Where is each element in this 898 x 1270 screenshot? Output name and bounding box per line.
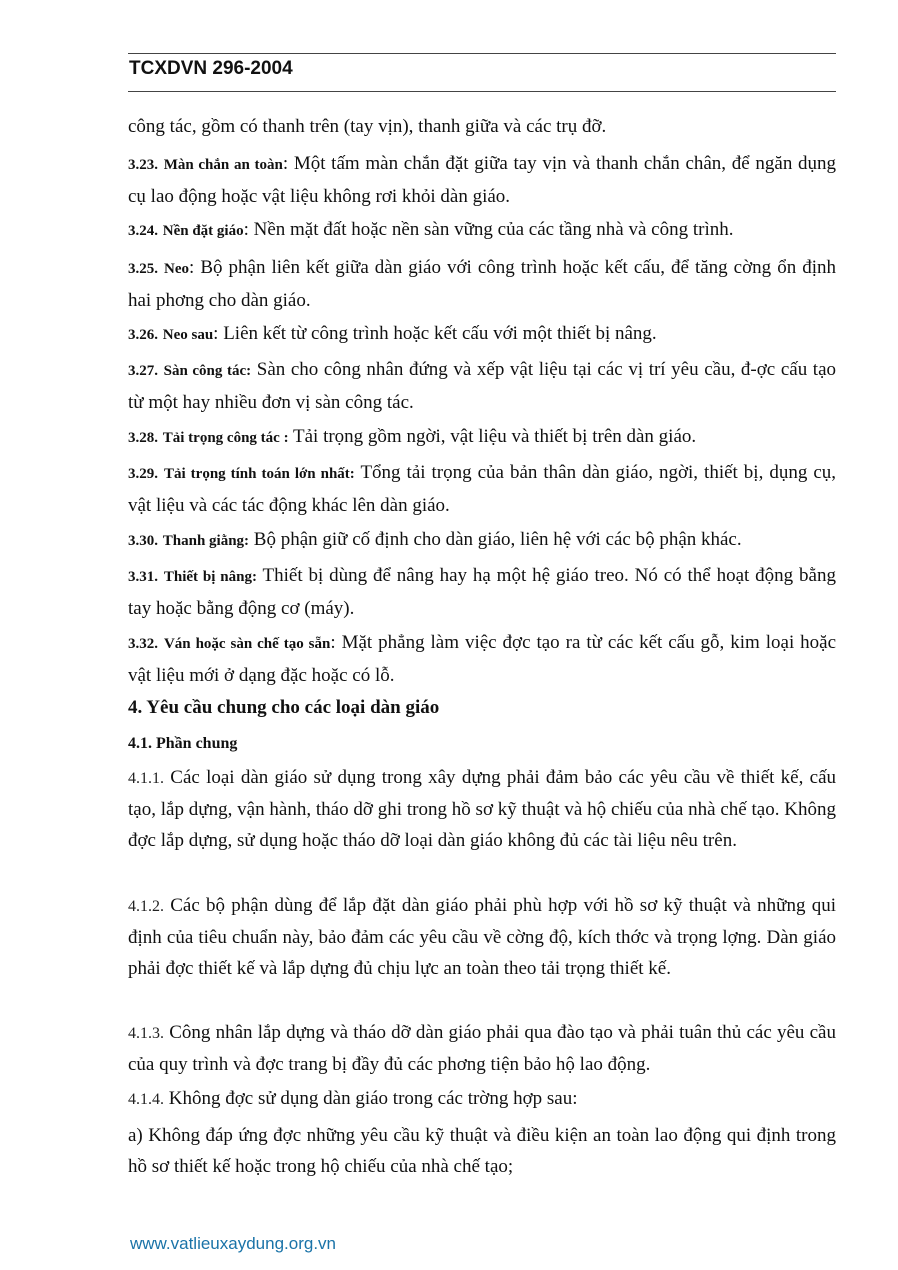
clause-4-1-3 (128, 1017, 836, 1080)
definition-text: Tổng tải trọng của bản thân dàn giáo, ngời, thiết bị, dụng cụ, vật liệu và các tác động khác lên dàn giáo. (128, 462, 837, 516)
clause-number: 4.1.2. (128, 898, 164, 915)
definition-number: 3.28. (128, 430, 158, 446)
clause-4-1-1 (128, 762, 836, 856)
definition-3-28 (128, 421, 836, 454)
clause-text: Công nhân lắp dựng và tháo dỡ dàn giáo phải qua đào tạo và phải tuân thủ các yêu cầu của quy trình và đợc trang bị đầy đủ các phơng tiện bảo hộ lao động. (128, 1022, 836, 1075)
clause-text: a) Không đáp ứng đợc những yêu cầu kỹ thuật và điều kiện an toàn lao động qui định trong hồ sơ thiết kế hoặc trong hộ chiếu của nhà chế tạo; (128, 1125, 836, 1177)
paragraph-continuation (128, 111, 836, 142)
definition-separator: : (213, 323, 224, 344)
definition-number: 3.23. (128, 157, 158, 173)
clause-4-1-2 (128, 890, 836, 984)
definition-term: Neo (164, 261, 190, 277)
clause-text: Các loại dàn giáo sử dụng trong xây dựng phải đảm bảo các yêu cầu về thiết kế, cấu tạo, lắp dựng, vận hành, tháo dỡ ghi trong hồ sơ kỹ thuật và hộ chiếu của nhà chế tạo. Không đợc lắp dựng, sử dụng hoặc tháo dỡ loại dàn giáo không đủ các tài liệu nêu trên. (128, 767, 837, 851)
clause-text: Không đợc sử dụng dàn giáo trong các trờng hợp sau: (168, 1088, 578, 1109)
definition-text: Một tấm màn chắn đặt giữa tay vịn và thanh chắn chân, để ngăn dụng cụ lao động hoặc vật liệu không rơi khỏi dàn giáo. (128, 153, 837, 207)
definition-3-29 (128, 457, 836, 521)
definition-term: Sàn công tác: (163, 363, 252, 379)
definition-text: Thiết bị dùng để nâng hay hạ một hệ giáo treo. Nó có thể hoạt động bằng tay hoặc bằng động cơ (máy). (128, 565, 836, 619)
header-rule-bottom (128, 91, 836, 92)
definition-number: 3.25. (128, 261, 158, 277)
definition-3-23 (128, 148, 836, 212)
definition-term: Thiết bị nâng: (163, 569, 257, 585)
definition-text: Bộ phận liên kết giữa dàn giáo với công trình hoặc kết cấu, để tăng cờng ổn định hai phơng cho dàn giáo. (128, 257, 836, 311)
definition-3-30 (128, 524, 836, 557)
definition-separator: : (282, 153, 294, 174)
definition-text: Liên kết từ công trình hoặc kết cấu với một thiết bị nâng. (223, 323, 657, 344)
definition-separator: : (189, 257, 201, 278)
definition-3-32 (128, 627, 836, 691)
definition-3-26 (128, 318, 836, 351)
definition-number: 3.24. (128, 223, 158, 239)
definition-term: Tải trọng công tác : (162, 430, 289, 446)
website-link[interactable]: www.vatlieuxaydung.org.vn (130, 1234, 337, 1253)
clause-4-1-4 (128, 1083, 836, 1115)
definition-number: 3.32. (128, 636, 158, 652)
definition-separator: : (243, 219, 254, 240)
clause-item-a (128, 1120, 836, 1182)
definition-number: 3.31. (128, 569, 158, 585)
definition-number: 3.30. (128, 533, 158, 549)
clause-text: Các bộ phận dùng để lắp đặt dàn giáo phải phù hợp với hồ sơ kỹ thuật và những qui định của tiêu chuẩn này, bảo đảm các yêu cầu về cờng độ, kích thớc và trọng lợng. Dàn giáo phải đợc thiết kế và lắp dựng đủ chịu lực an toàn theo tải trọng thiết kế. (128, 895, 836, 979)
definition-3-31 (128, 560, 836, 624)
definition-term: Tải trọng tính toán lớn nhất: (164, 466, 355, 482)
definition-term: Thanh giằng: (162, 533, 250, 549)
definition-text: Sàn cho công nhân đứng và xếp vật liệu tại các vị trí yêu cầu, đ-ợc cấu tạo từ một hay nhiều đơn vị sàn công tác. (128, 359, 837, 413)
subsection-heading: 4.1. Phần chung (128, 735, 238, 752)
definition-text: Nền mặt đất hoặc nền sàn vững của các tầng nhà và công trình. (253, 219, 734, 240)
definition-number: 3.26. (128, 327, 158, 343)
paragraph-text: công tác, gồm có thanh trên (tay vịn), thanh giữa và các trụ đỡ. (128, 116, 607, 137)
document-code: TCXDVN 296-2004 (129, 58, 293, 79)
definition-3-27 (128, 354, 836, 418)
definition-term: Ván hoặc sàn chế tạo sẵn (163, 636, 331, 652)
section-heading: 4. Yêu cầu chung cho các loại dàn giáo (128, 697, 440, 718)
definition-term: Màn chắn an toàn (163, 157, 283, 173)
clause-number: 4.1.4. (128, 1091, 164, 1108)
definition-3-24 (128, 214, 836, 247)
header-rule-top (128, 53, 836, 54)
definition-term: Neo sau (162, 327, 214, 343)
definition-term: Nền đặt giáo (162, 223, 244, 239)
definition-number: 3.29. (128, 466, 158, 482)
definition-text: Mặt phẳng làm việc đợc tạo ra từ các kết cấu gỗ, kim loại hoặc vật liệu mới ở dạng đặc hoặc có lỗ. (128, 632, 837, 686)
definition-text: Bộ phận giữ cố định cho dàn giáo, liên hệ với các bộ phận khác. (253, 529, 742, 550)
definition-separator: : (330, 632, 342, 653)
definition-3-25 (128, 252, 836, 316)
clause-number: 4.1.1. (128, 770, 164, 787)
clause-number: 4.1.3. (128, 1025, 164, 1042)
definition-text: Tải trọng gồm ngời, vật liệu và thiết bị trên dàn giáo. (293, 426, 697, 447)
definition-number: 3.27. (128, 363, 158, 379)
